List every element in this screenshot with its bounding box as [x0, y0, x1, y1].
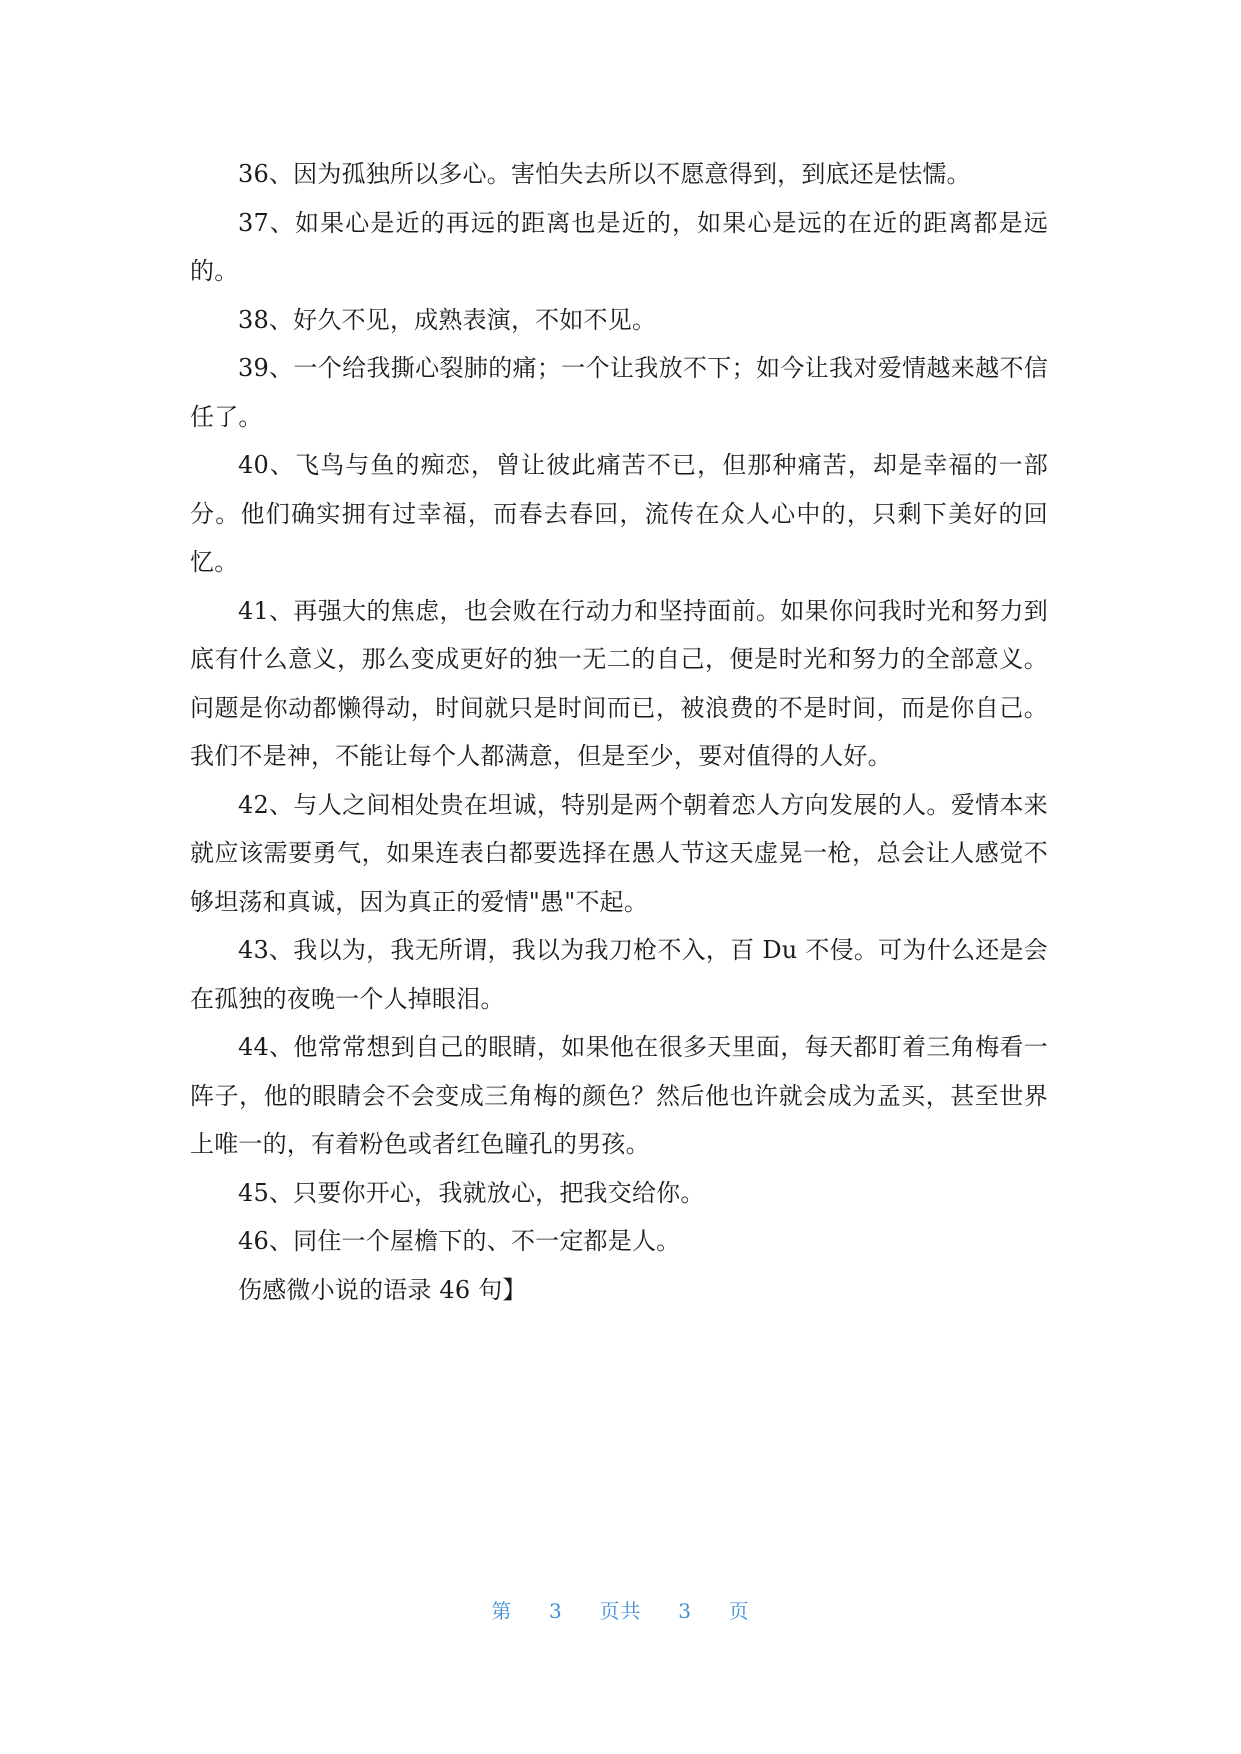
paragraph: 45、只要你开心，我就放心，把我交给你。 [238, 1178, 705, 1207]
footer-prefix: 第 [491, 1599, 513, 1623]
footer-suffix: 页 [728, 1599, 750, 1623]
paragraph: 43、我以为，我无所谓，我以为我刀枪不入，百 Du 不侵。可为什么还是会在孤独的夜晚一个人掉眼泪。 [190, 936, 1048, 1013]
paragraph: 38、好久不见，成熟表演，不如不见。 [238, 305, 657, 334]
paragraph: 44、他常常想到自己的眼睛，如果他在很多天里面，每天都盯着三角梅看一阵子，他的眼睛会不会变成三角梅的颜色？然后他也许就会成为孟买，甚至世界上唯一的，有着粉色或者红色瞳孔的男孩。 [190, 1033, 1048, 1158]
closing-line: 伤感微小说的语录 46 句】 [238, 1275, 527, 1304]
paragraph: 46、同住一个屋檐下的、不一定都是人。 [238, 1227, 681, 1255]
paragraph: 41、再强大的焦虑，也会败在行动力和坚持面前。如果你问我时光和努力到底有什么意义，那么变成更好的独一无二的自己，便是时光和努力的全部意义。问题是你动都懒得动，时间就只是时间而已，被浪费的不是时间，而是你自己。我们不是神，不能让每个人都满意，但是至少，要对值得的人好。 [190, 596, 1048, 770]
paragraph: 37、如果心是近的再远的距离也是近的，如果心是远的在近的距离都是远的。 [190, 208, 1048, 285]
current-page-number: 3 [549, 1599, 563, 1623]
paragraph: 40、飞鸟与鱼的痴恋，曾让彼此痛苦不已，但那种痛苦，却是幸福的一部分。他们确实拥有过幸福，而春去春回，流传在众人心中的，只剩下美好的回忆。 [190, 451, 1048, 576]
document-body [190, 150, 1048, 1314]
paragraph: 39、一个给我撕心裂肺的痛；一个让我放不下；如今让我对爱情越来越不信任了。 [190, 354, 1048, 431]
total-pages-number: 3 [678, 1599, 692, 1623]
footer-middle: 页共 [599, 1599, 642, 1623]
page-footer [0, 1595, 1241, 1624]
paragraph: 42、与人之间相处贵在坦诚，特别是两个朝着恋人方向发展的人。爱情本来就应该需要勇气，如果连表白都要选择在愚人节这天虚晃一枪，总会让人感觉不够坦荡和真诚，因为真正的爱情"愚"不起。 [190, 790, 1048, 916]
paragraph: 36、因为孤独所以多心。害怕失去所以不愿意得到，到底还是怯懦。 [238, 160, 971, 188]
